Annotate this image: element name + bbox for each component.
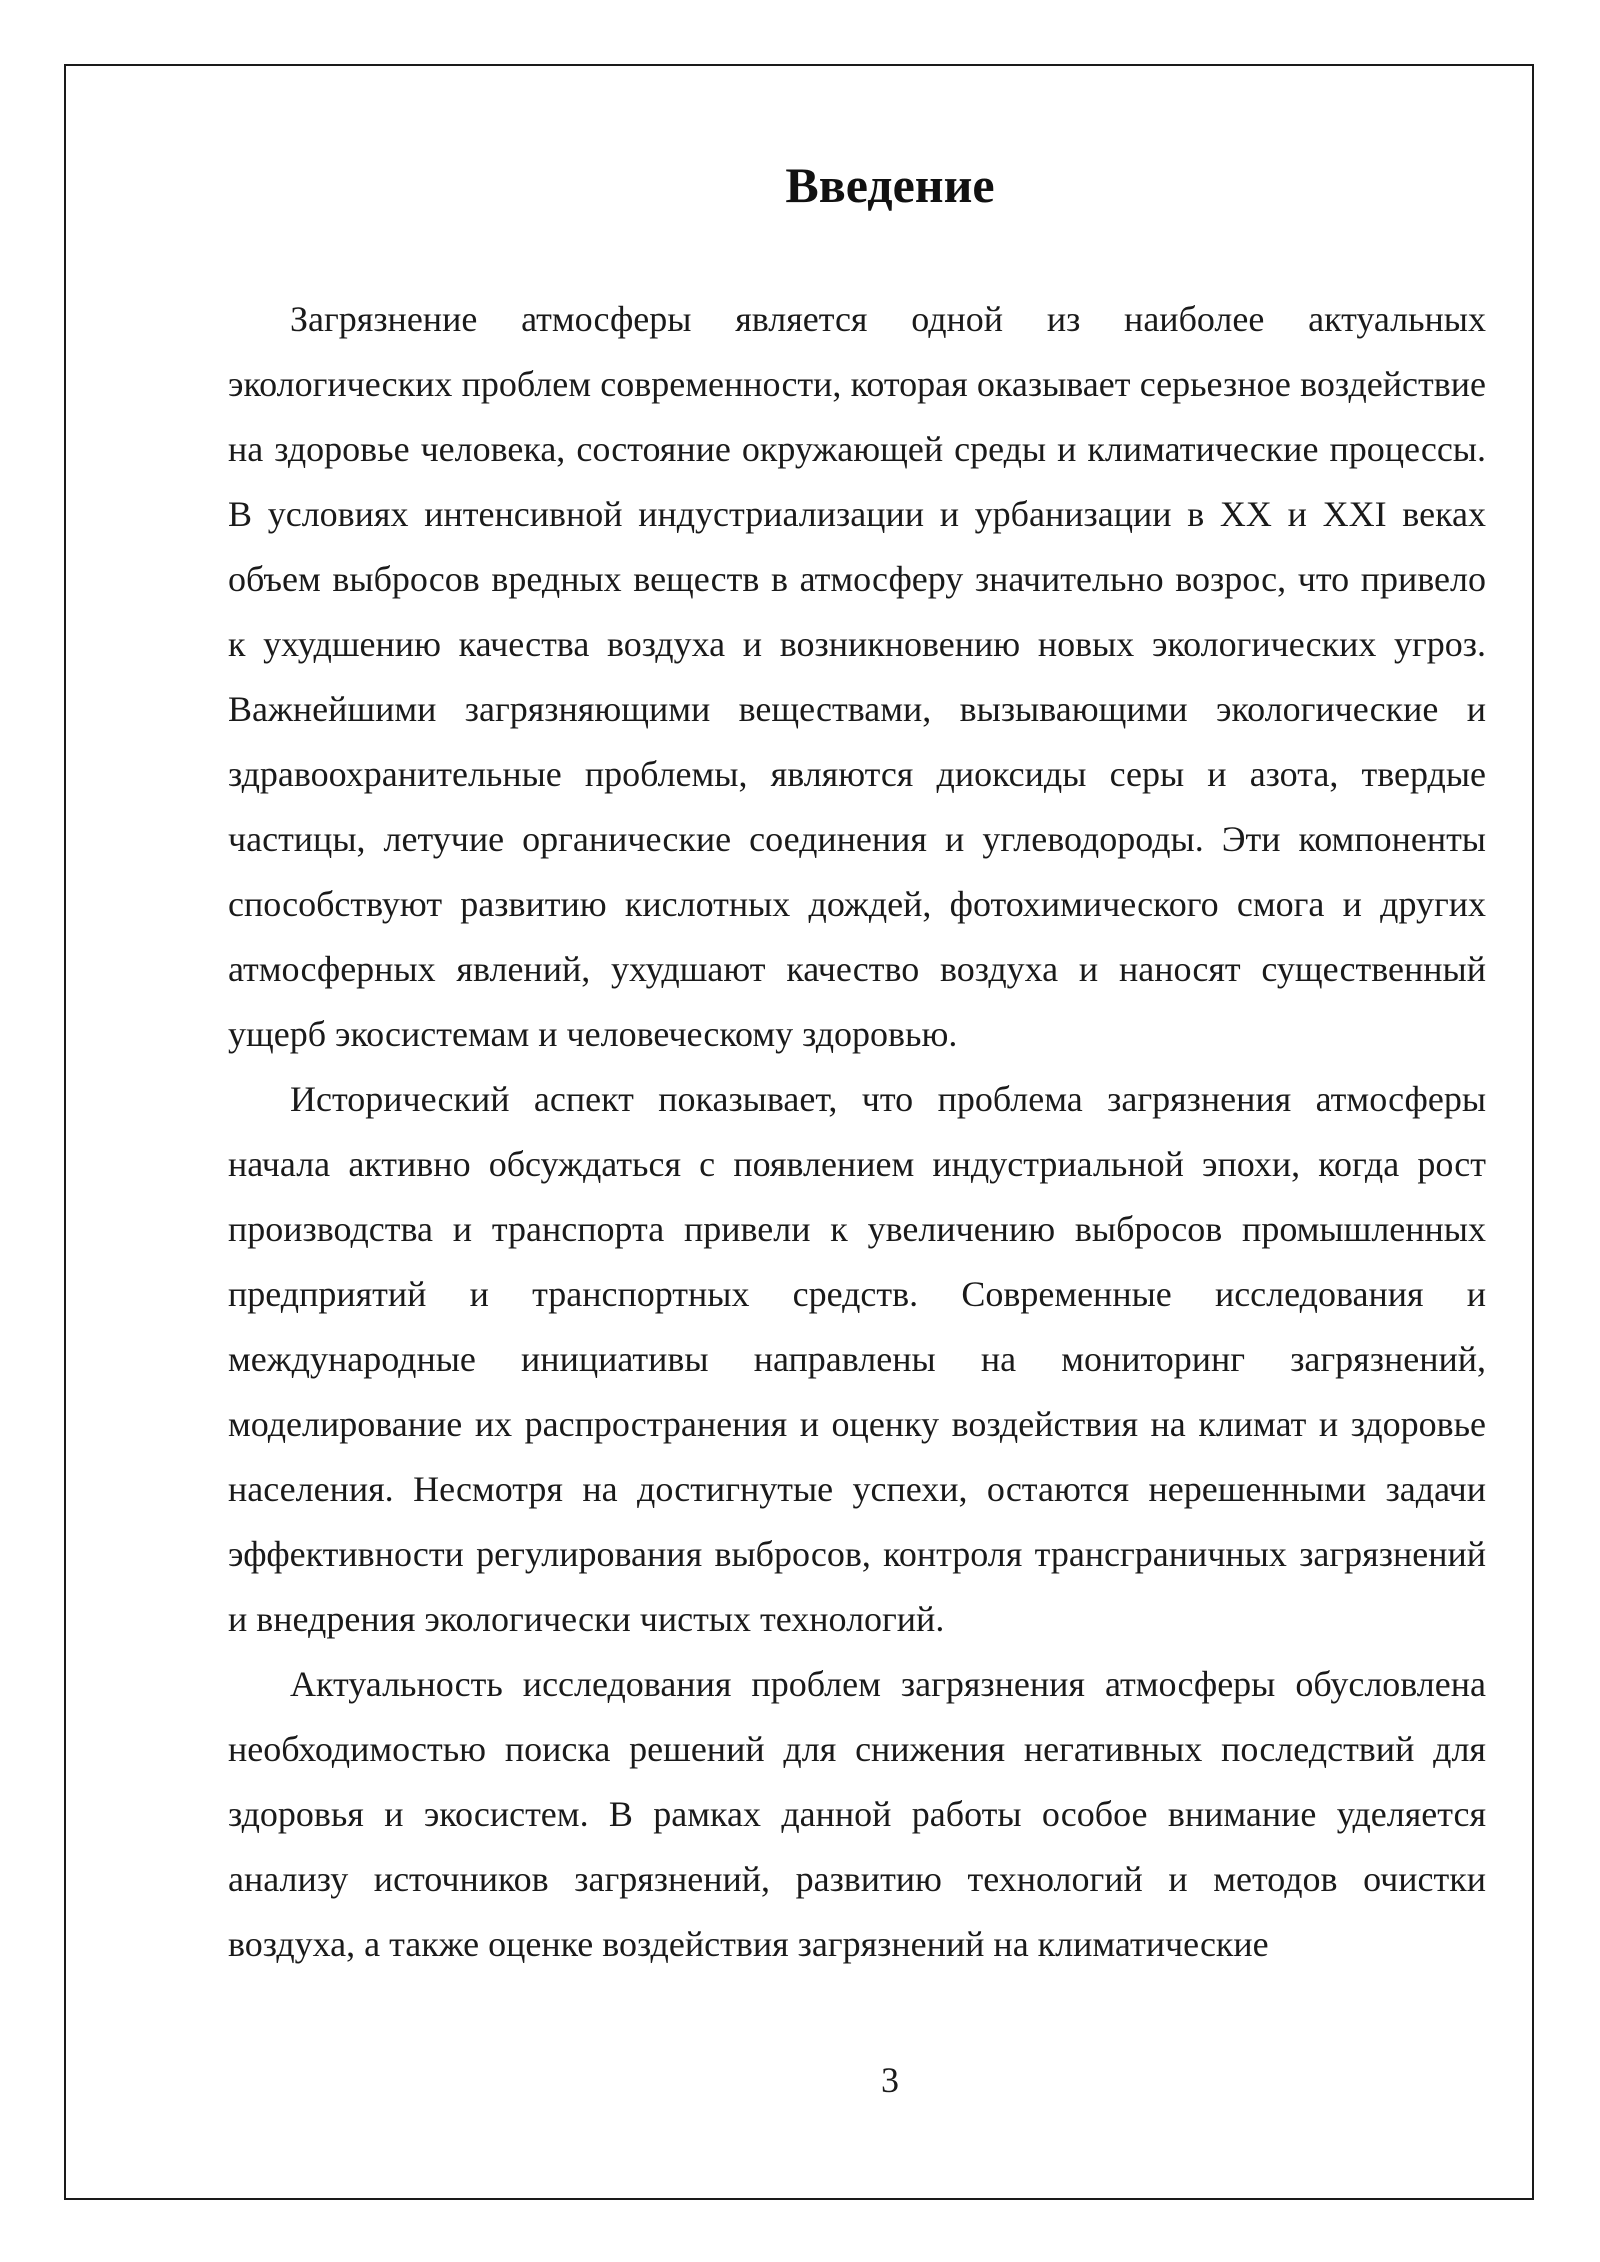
paragraph-2: Исторический аспект показывает, что проблема загрязнения атмосферы начала активно обсуждаться с появлением индустриальной эпохи, когда рост производства и транспорта привели к увеличению выбросов промышленных предприятий и транспортных средств. Современные исследования и международные инициативы направлены на мониторинг загрязнений, моделирование их распространения и оценку воздействия на климат и здоровье населения. Несмотря на достигнутые успехи, остаются нерешенными задачи эффективности регулирования выбросов, контроля трансграничных загрязнений и внедрения экологически чистых технологий. <box>228 1079 1486 1639</box>
document-body <box>228 287 1486 1977</box>
paragraph-1: Загрязнение атмосферы является одной из наиболее актуальных экологических проблем современности, которая оказывает серьезное воздействие на здоровье человека, состояние окружающей среды и климатические процессы. В условиях интенсивной индустриализации и урбанизации в XX и XXI веках объем выбросов вредных веществ в атмосферу значительно возрос, что привело к ухудшению качества воздуха и возникновению новых экологических угроз. Важнейшими загрязняющими веществами, вызывающими экологические и здравоохранительные проблемы, являются диоксиды серы и азота, твердые частицы, летучие органические соединения и углеводороды. Эти компоненты способствуют развитию кислотных дождей, фотохимического смога и других атмосферных явлений, ухудшают качество воздуха и наносят существенный ущерб экосистемам и человеческому здоровью. <box>228 299 1486 1054</box>
page-number: 3 <box>881 2060 899 2100</box>
page-title: Введение <box>785 157 995 213</box>
paragraph-3: Актуальность исследования проблем загрязнения атмосферы обусловлена необходимостью поиска решений для снижения негативных последствий для здоровья и экосистем. В рамках данной работы особое внимание уделяется анализу источников загрязнений, развитию технологий и методов очистки воздуха, а также оценке воздействия загрязнений на климатические <box>228 1664 1486 1964</box>
